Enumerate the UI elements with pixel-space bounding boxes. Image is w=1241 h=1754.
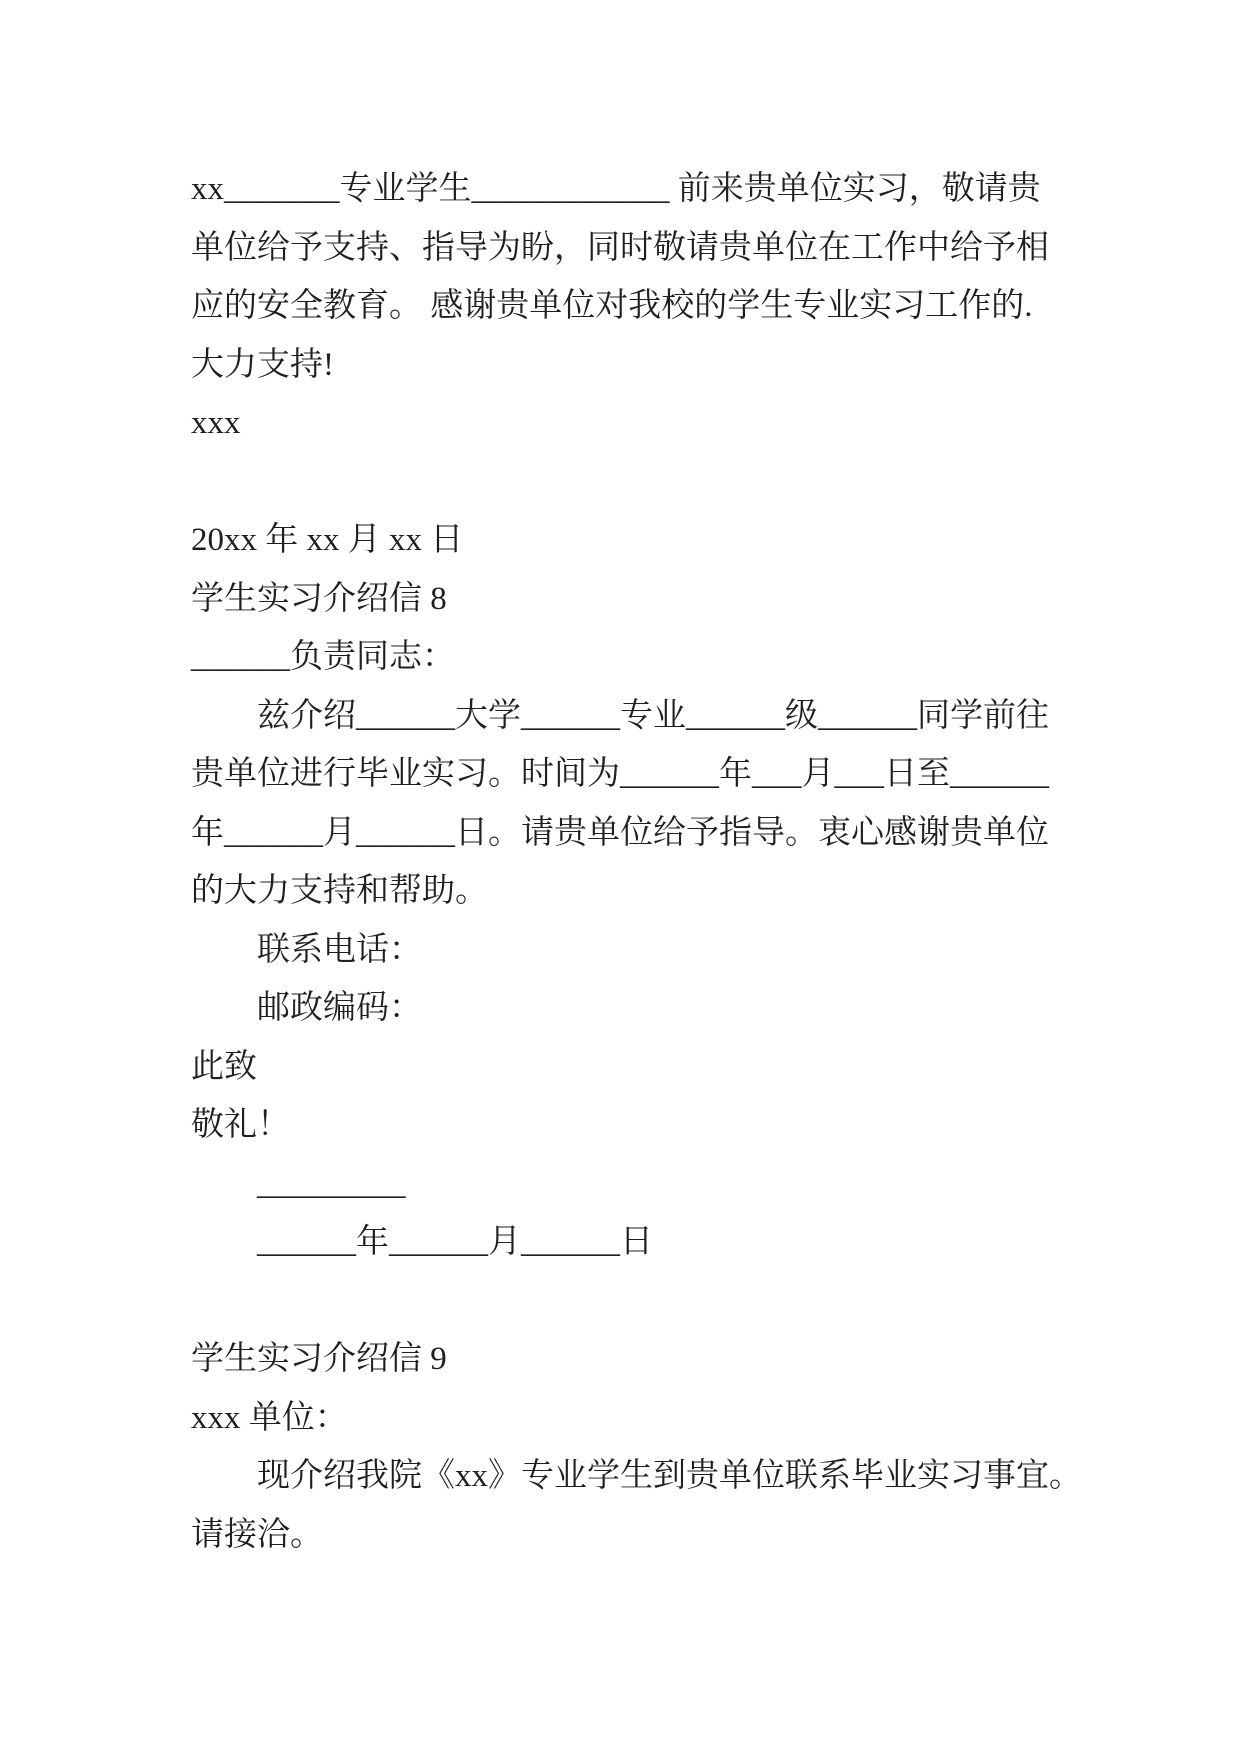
letter-signature: xxx xyxy=(191,405,241,441)
letter-title: 学生实习介绍信 8 xyxy=(191,580,447,617)
postal-code-label: 邮政编码： xyxy=(257,990,422,1026)
letter-8 xyxy=(191,570,1121,1331)
letter-9 xyxy=(191,1330,1121,1564)
letter-body-line: 年______月______日。请贵单位给予指导。衷心感谢贵单位 xyxy=(191,814,1049,851)
date-blank: ______年______月______日 xyxy=(257,1224,653,1260)
letter-date: 20xx 年 xx 月 xx 日 xyxy=(191,522,464,558)
letter-salutation: ______负责同志： xyxy=(191,639,455,675)
letter-body-line: 请接洽。 xyxy=(191,1516,323,1553)
blank-line xyxy=(191,453,1121,512)
letter-salutation: xxx 单位： xyxy=(191,1399,348,1436)
letter-body-line: 的大力支持和帮助。 xyxy=(191,873,488,909)
letter-body-line: 大力支持! xyxy=(191,346,334,383)
letter-body-line: xx_______专业学生____________ 前来贵单位实习，敬请贵 xyxy=(191,171,1041,207)
letter-body-line: 单位给予支持、指导为盼，同时敬请贵单位在工作中给予相 xyxy=(191,229,1049,266)
contact-phone-label: 联系电话： xyxy=(257,931,422,968)
letter-body-line: 贵单位进行毕业实习。时间为______年___月___日至______ xyxy=(191,756,1049,792)
letter-body-line: 兹介绍______大学______专业______级______同学前往 xyxy=(257,697,1049,734)
letter-body-line: 应的安全教育。 感谢贵单位对我校的学生专业实习工作的. xyxy=(191,288,1033,324)
letter-body-line: 现介绍我院《xx》专业学生到贵单位联系毕业实习事宜。 xyxy=(257,1458,1082,1494)
preceding-letter-ending xyxy=(191,160,1121,570)
letter-closing: 此致 xyxy=(191,1048,257,1085)
letter-title: 学生实习介绍信 9 xyxy=(191,1341,447,1377)
blank-line xyxy=(191,1272,1121,1331)
signature-blank: _________ xyxy=(257,1165,406,1202)
letter-regards: 敬礼！ xyxy=(191,1107,290,1143)
